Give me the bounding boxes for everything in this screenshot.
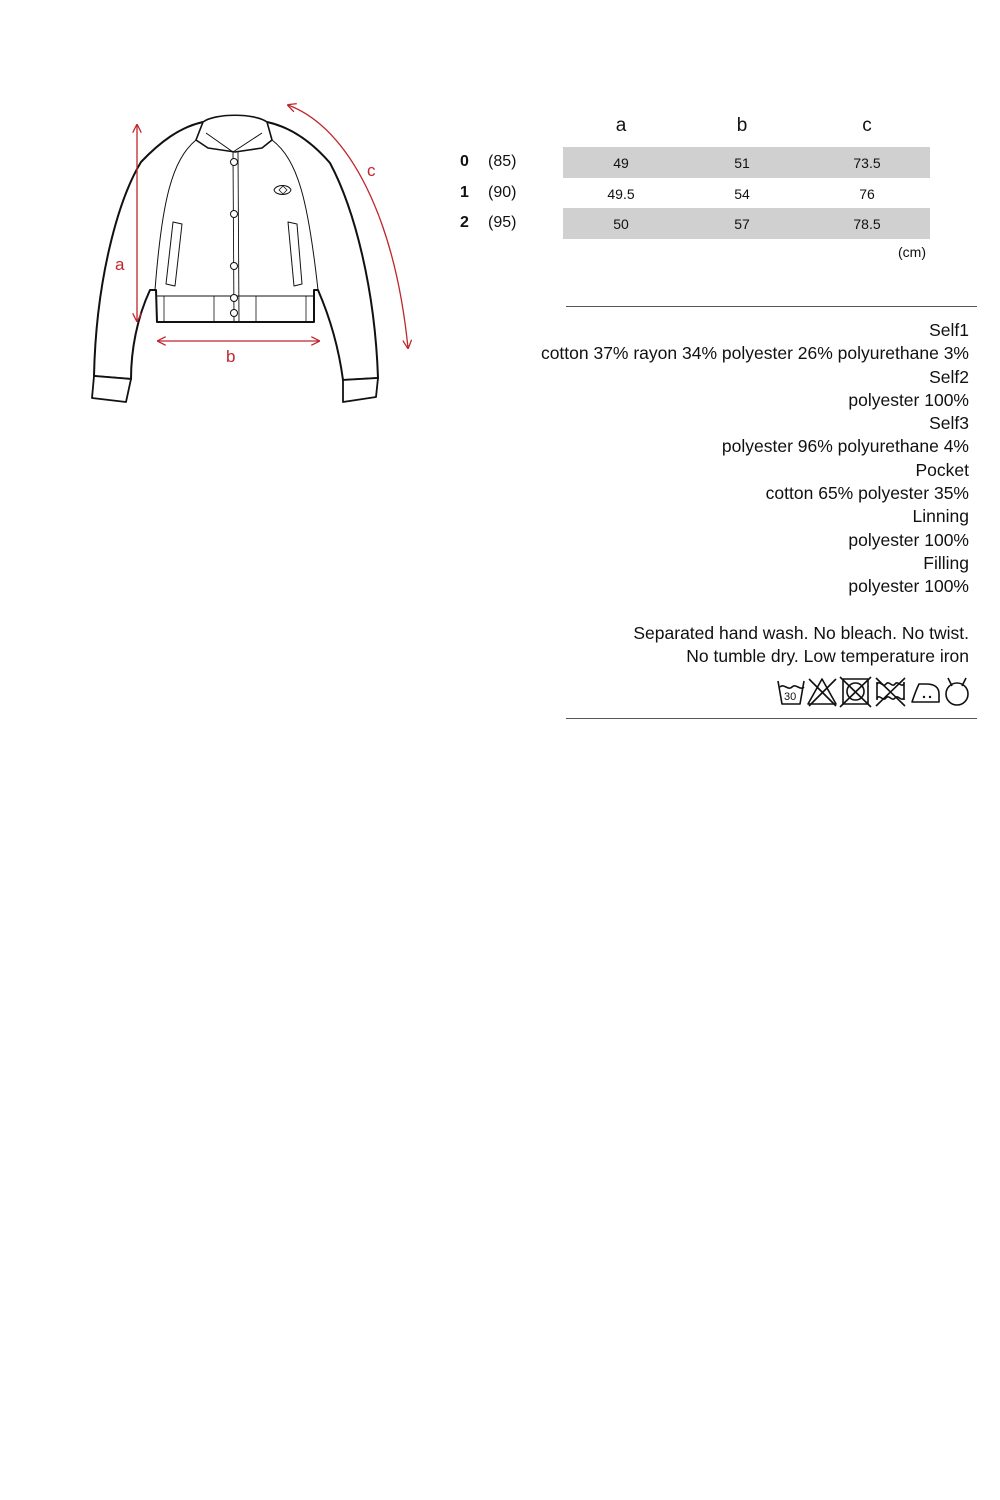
fabric-content: polyester 100% xyxy=(848,576,969,597)
care-instructions xyxy=(633,622,969,669)
size-number: 0 xyxy=(460,153,469,170)
fabric-content: polyester 96% polyurethane 4% xyxy=(721,436,969,457)
value-c: 78.5 xyxy=(853,216,881,232)
hand-wash-30-icon xyxy=(778,681,804,704)
size-row xyxy=(452,208,932,239)
unit-label: (cm) xyxy=(898,244,926,260)
fabric-content: polyester 100% xyxy=(848,389,969,410)
jacket-diagram xyxy=(80,95,440,415)
no-bleach-icon xyxy=(808,679,836,706)
value-a: 49 xyxy=(613,155,629,171)
value-a: 49.5 xyxy=(607,186,635,202)
no-tumble-dry-icon xyxy=(840,677,871,707)
column-header-a: a xyxy=(615,115,627,136)
wash-temperature: 30 xyxy=(784,691,797,703)
value-c: 73.5 xyxy=(853,155,881,171)
size-number: 1 xyxy=(460,184,469,201)
divider-bottom xyxy=(566,718,977,719)
part-name: Linning xyxy=(912,506,969,527)
no-wring-icon xyxy=(876,678,905,706)
value-a: 50 xyxy=(613,216,629,232)
dry-clean-icon xyxy=(946,678,968,705)
value-c: 76 xyxy=(859,186,875,202)
size-label: (95) xyxy=(488,214,517,231)
measure-label-b: b xyxy=(226,347,236,366)
fabric-content: polyester 100% xyxy=(848,529,969,550)
size-row xyxy=(452,178,932,209)
fabric-content: cotton 65% polyester 35% xyxy=(765,483,969,504)
part-name: Self3 xyxy=(929,413,969,434)
value-b: 54 xyxy=(734,186,750,202)
care-line-2: No tumble dry. Low temperature iron xyxy=(686,646,969,667)
part-name: Self1 xyxy=(929,320,969,340)
size-row xyxy=(452,147,932,178)
size-label: (90) xyxy=(488,184,517,201)
part-name: Self2 xyxy=(929,366,969,387)
iron-low-icon xyxy=(912,684,939,702)
value-b: 51 xyxy=(734,155,750,171)
size-number: 2 xyxy=(460,214,469,231)
part-name: Filling xyxy=(923,552,969,573)
care-symbols xyxy=(776,676,971,708)
column-header-c: c xyxy=(862,115,872,136)
divider-top xyxy=(566,306,977,307)
measure-label-c: c xyxy=(367,161,376,180)
value-b: 57 xyxy=(734,216,750,232)
fabric-content: cotton 37% rayon 34% polyester 26% polyurethane 3% xyxy=(540,343,969,364)
measure-label-a: a xyxy=(115,255,125,274)
care-line-1: Separated hand wash. No bleach. No twist. xyxy=(633,623,969,643)
part-name: Pocket xyxy=(915,459,969,480)
column-header-b: b xyxy=(736,115,748,136)
size-label: (85) xyxy=(488,153,517,170)
fabric-composition xyxy=(541,319,969,599)
